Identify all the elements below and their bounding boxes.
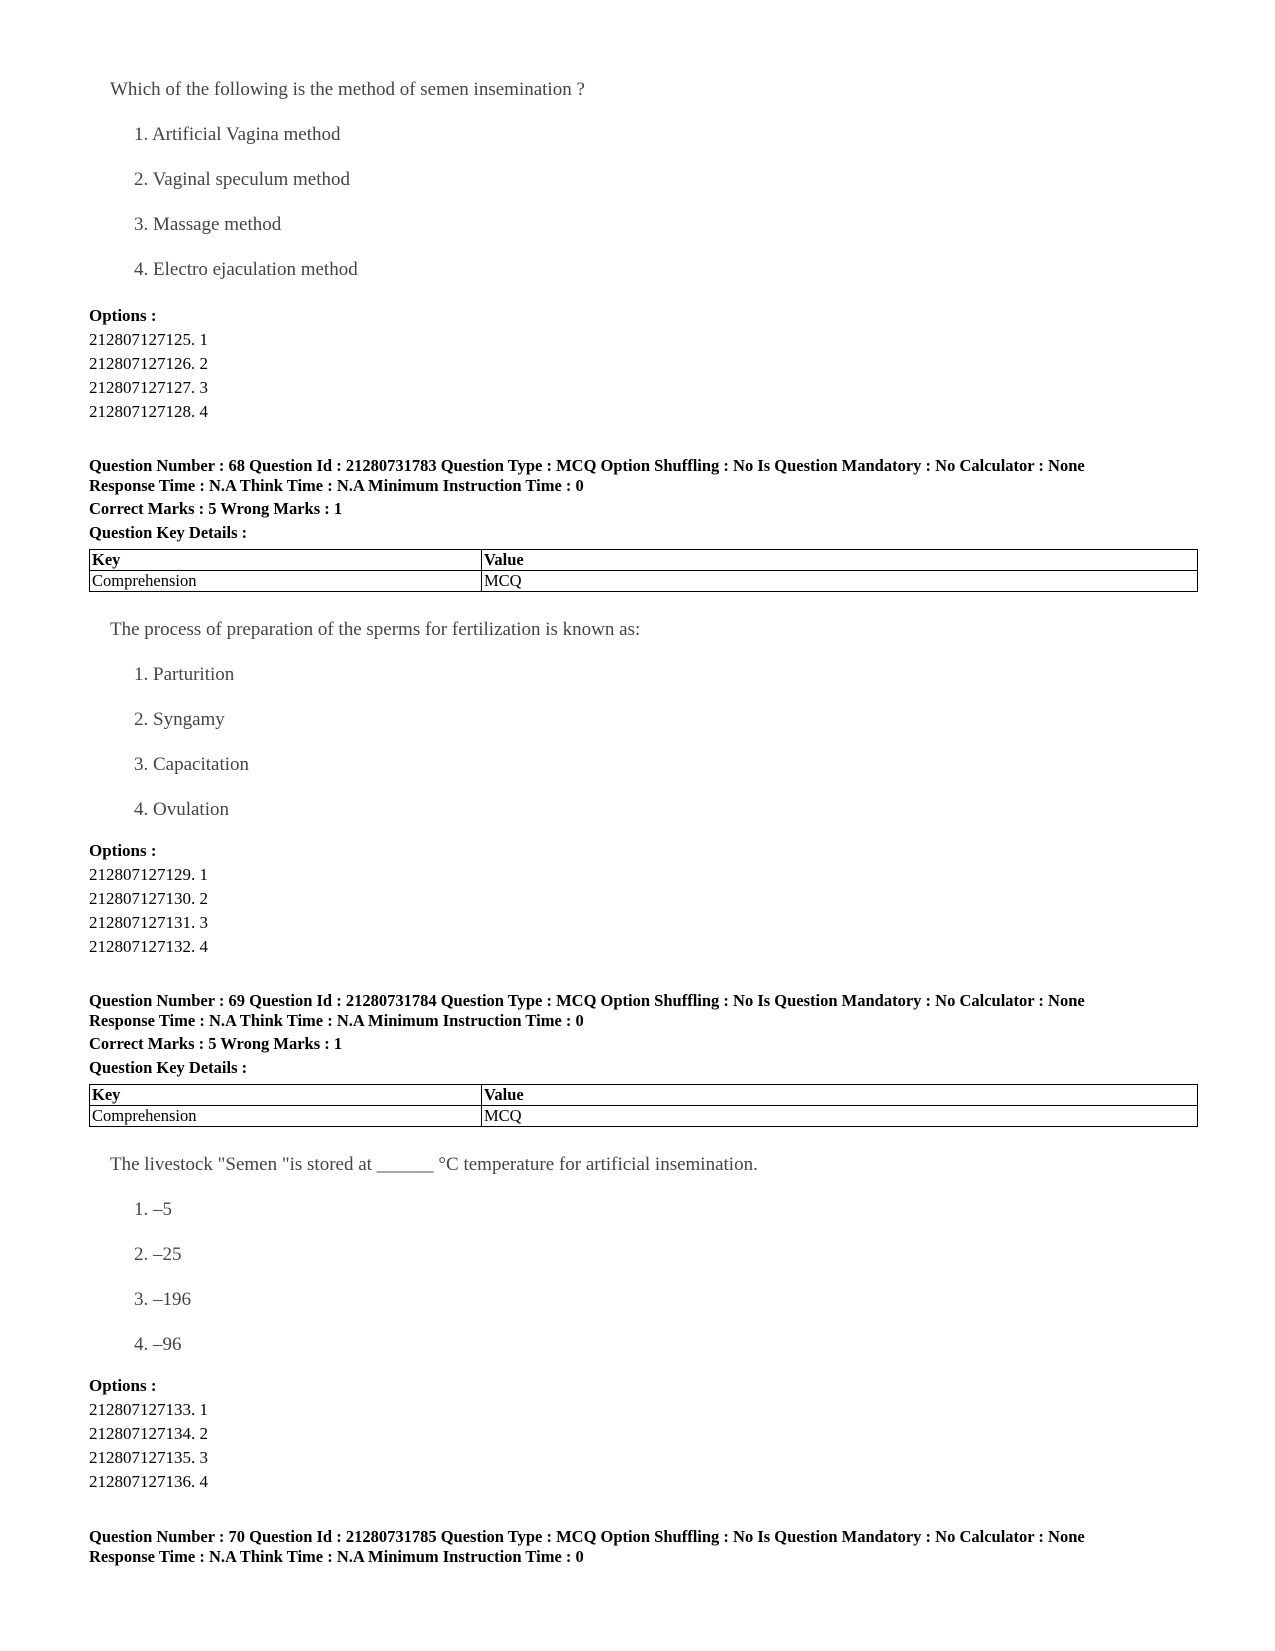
table-row [90, 571, 1198, 592]
option-id: 212807127130. 2 [89, 889, 208, 908]
option-id: 212807127132. 4 [89, 937, 208, 956]
table-header-row [90, 1085, 1198, 1106]
question-69-meta-line1: Question Number : 69 Question Id : 21280731784 Question Type : MCQ Option Shuffling : No Is Question Mandatory : No Calculator : None [89, 991, 1085, 1010]
option-id: 212807127131. 3 [89, 913, 208, 932]
table-header-key: Key [90, 550, 482, 571]
question-69-marks: Correct Marks : 5 Wrong Marks : 1 [89, 1034, 343, 1053]
question-67-choice-1: 1. Artificial Vagina method [134, 124, 341, 145]
question-67-choice-3: 3. Massage method [134, 214, 282, 235]
table-cell-value: MCQ [482, 571, 1198, 592]
question-70-meta-line1: Question Number : 70 Question Id : 21280731785 Question Type : MCQ Option Shuffling : No Is Question Mandatory : No Calculator : None [89, 1527, 1085, 1546]
question-67-text: Which of the following is the method of semen insemination ? [110, 79, 585, 100]
option-id: 212807127134. 2 [89, 1424, 208, 1443]
option-id: 212807127135. 3 [89, 1448, 208, 1467]
table-cell-value: MCQ [482, 1106, 1198, 1127]
question-68-choice-3: 3. Capacitation [134, 754, 250, 775]
options-label: Options : [89, 306, 157, 325]
question-70-meta-line2: Response Time : N.A Think Time : N.A Minimum Instruction Time : 0 [89, 1547, 584, 1566]
question-69-choice-4: 4. –96 [134, 1334, 182, 1355]
question-68-choice-4: 4. Ovulation [134, 799, 229, 820]
table-header-value: Value [482, 1085, 1198, 1106]
option-id: 212807127133. 1 [89, 1400, 208, 1419]
question-68-marks: Correct Marks : 5 Wrong Marks : 1 [89, 499, 343, 518]
table-row [90, 1106, 1198, 1127]
question-68-key-details-label: Question Key Details : [89, 523, 248, 542]
question-69-choice-3: 3. –196 [134, 1289, 191, 1310]
question-68-text: The process of preparation of the sperms for fertilization is known as: [110, 619, 641, 640]
question-67-choice-2: 2. Vaginal speculum method [134, 169, 351, 190]
table-cell-key: Comprehension [90, 1106, 482, 1127]
question-69-text: The livestock "Semen "is stored at ______ °C temperature for artificial insemination. [110, 1154, 758, 1175]
options-label: Options : [89, 841, 157, 860]
question-68-meta-line1: Question Number : 68 Question Id : 21280731783 Question Type : MCQ Option Shuffling : No Is Question Mandatory : No Calculator : None [89, 456, 1085, 475]
option-id: 212807127125. 1 [89, 330, 208, 349]
table-header-value: Value [482, 550, 1198, 571]
question-68-choice-2: 2. Syngamy [134, 709, 225, 730]
question-69-meta-line2: Response Time : N.A Think Time : N.A Minimum Instruction Time : 0 [89, 1011, 584, 1030]
option-id: 212807127127. 3 [89, 378, 208, 397]
table-header-key: Key [90, 1085, 482, 1106]
option-id: 212807127126. 2 [89, 354, 208, 373]
question-69-key-details-label: Question Key Details : [89, 1058, 248, 1077]
question-68-choice-1: 1. Parturition [134, 664, 235, 685]
question-69-choice-1: 1. –5 [134, 1199, 172, 1220]
option-id: 212807127129. 1 [89, 865, 208, 884]
option-id: 212807127128. 4 [89, 402, 208, 421]
table-header-row [90, 550, 1198, 571]
question-67-choice-4: 4. Electro ejaculation method [134, 259, 358, 280]
question-69-key-table [89, 1084, 1198, 1127]
table-cell-key: Comprehension [90, 571, 482, 592]
question-68-key-table [89, 549, 1198, 592]
question-68-meta-line2: Response Time : N.A Think Time : N.A Minimum Instruction Time : 0 [89, 476, 584, 495]
option-id: 212807127136. 4 [89, 1472, 208, 1491]
question-69-choice-2: 2. –25 [134, 1244, 182, 1265]
options-label: Options : [89, 1376, 157, 1395]
